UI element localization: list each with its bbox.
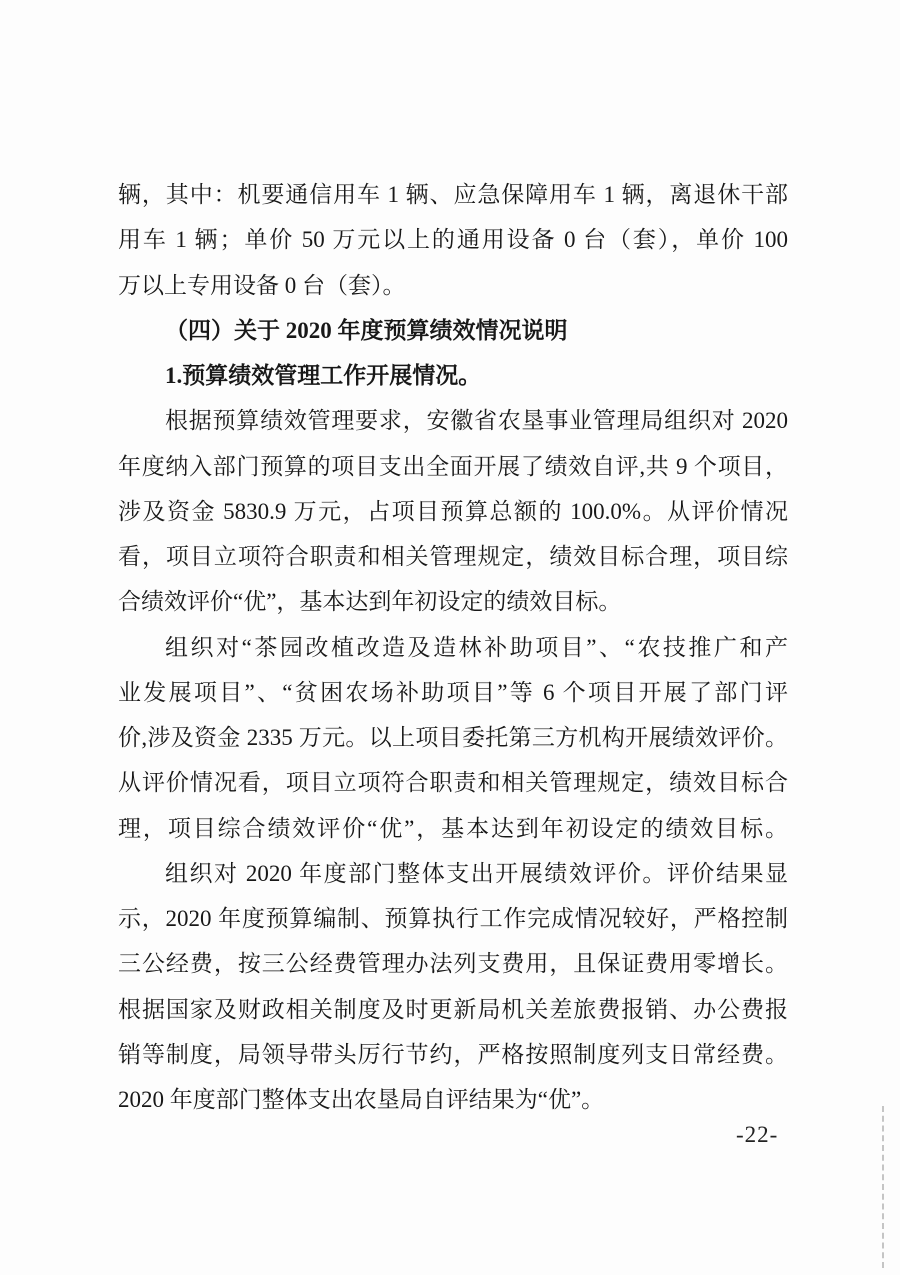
text-line: 组织对 2020 年度部门整体支出开展绩效评价。评价结果显 — [165, 860, 788, 886]
text-line: 销等制度，局领导带头厉行节约，严格按照制度列支日常经费。 — [118, 1041, 788, 1067]
text-line: 年度纳入部门预算的项目支出全面开展了绩效自评,共 9 个项目， — [118, 453, 788, 479]
text-line: 组织对“茶园改植改造及造林补助项目”、“农技推广和产 — [165, 634, 788, 660]
text-line: 价,涉及资金 2335 万元。以上项目委托第三方机构开展绩效评价。 — [118, 725, 788, 750]
text-line: 万以上专用设备 0 台（套）。 — [118, 272, 406, 298]
text-line: 涉及资金 5830.9 万元，占项目预算总额的 100.0%。从评价情况 — [118, 498, 788, 524]
text-line: 从评价情况看，项目立项符合职责和相关管理规定，绩效目标合 — [118, 770, 788, 796]
page-number: -22- — [736, 1122, 779, 1147]
text-line: 1.预算绩效管理工作开展情况。 — [165, 363, 482, 388]
text-line: 合绩效评价“优”，基本达到年初设定的绩效目标。 — [118, 589, 622, 615]
text-line: 看，项目立项符合职责和相关管理规定，绩效目标合理，项目综 — [118, 544, 788, 569]
text-line: 业发展项目”、“贫困农场补助项目”等 6 个项目开展了部门评 — [118, 679, 788, 705]
text-line: （四）关于 2020 年度预算绩效情况说明 — [165, 317, 568, 343]
text-line: 理，项目综合绩效评价“优”，基本达到年初设定的绩效目标。 — [118, 815, 788, 841]
text-line: 根据国家及财政相关制度及时更新局机关差旅费报销、办公费报 — [118, 996, 788, 1022]
text-line: 根据预算绩效管理要求，安徽省农垦事业管理局组织对 2020 — [165, 408, 788, 434]
text-line: 三公经费，按三公经费管理办法列支费用，且保证费用零增长。 — [118, 951, 788, 977]
text-line: 2020 年度部门整体支出农垦局自评结果为“优”。 — [118, 1087, 605, 1112]
text-line: 用车 1 辆；单价 50 万元以上的通用设备 0 台（套），单价 100 — [118, 227, 788, 253]
text-line: 示，2020 年度预算编制、预算执行工作完成情况较好，严格控制 — [118, 906, 788, 931]
text-line: 辆，其中：机要通信用车 1 辆、应急保障用车 1 辆，离退休干部 — [118, 182, 788, 207]
document-body — [118, 172, 788, 1122]
scan-artifact-dashed-line — [882, 1106, 884, 1268]
